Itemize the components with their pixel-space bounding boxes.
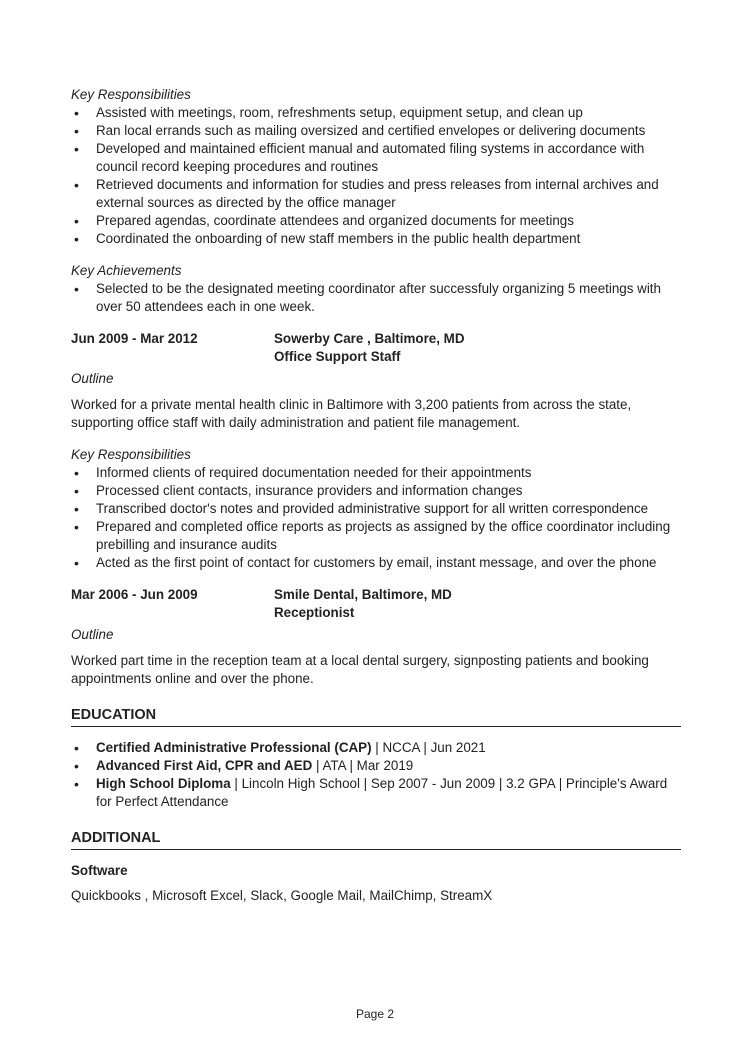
education-list — [71, 739, 681, 811]
list-item: • Selected to be the designated meeting coordinator after successfuly organizing 5 meetings with over 50 attendees each in one week. — [71, 280, 681, 316]
list-item — [71, 757, 681, 775]
list-item — [71, 775, 681, 811]
additional-heading: ADDITIONAL — [71, 829, 681, 850]
resume-page — [71, 86, 681, 905]
job3-outline-text: Worked part time in the reception team at a local dental surgery, signposting patients and booking appointments online and over the phone. — [71, 653, 649, 686]
job2-employer: Sowerby Care , Baltimore, MD — [274, 331, 465, 346]
list-item: • Prepared agendas, coordinate attendees and organized documents for meetings — [71, 212, 681, 230]
job2-title: Office Support Staff — [274, 349, 401, 364]
list-item: • Ran local errands such as mailing oversized and certified envelopes or delivering documents — [71, 122, 681, 140]
education-details: | NCCA | Jun 2021 — [371, 740, 486, 755]
job3-title: Receptionist — [274, 605, 355, 620]
education-name: Advanced First Aid, CPR and AED — [96, 758, 313, 773]
education-name: High School Diploma — [96, 776, 231, 791]
list-item: • Developed and maintained efficient manual and automated filing systems in accordance with council record keeping procedures and routines — [71, 140, 681, 176]
job2-header — [71, 330, 681, 366]
list-item: • Transcribed doctor's notes and provided administrative support for all written correspondence — [71, 500, 681, 518]
list-item: • Coordinated the onboarding of new staff members in the public health department — [71, 230, 681, 248]
job2-outline-text: Worked for a private mental health clinic in Baltimore with 3,200 patients from across the state, supporting office staff with daily administration and patient file management. — [71, 397, 632, 430]
software-label: Software — [71, 863, 128, 878]
list-item: • Processed client contacts, insurance providers and information changes — [71, 482, 681, 500]
page-number: Page 2 — [355, 1007, 395, 1021]
job2-outline-label: Outline — [71, 371, 114, 386]
job3-employer: Smile Dental, Baltimore, MD — [274, 587, 452, 602]
job1-responsibilities-list — [71, 104, 681, 248]
job2-responsibilities-list — [71, 464, 681, 572]
software-list: Quickbooks , Microsoft Excel, Slack, Google Mail, MailChimp, StreamX — [71, 888, 493, 903]
job2-dates: Jun 2009 - Mar 2012 — [71, 331, 198, 346]
list-item — [71, 739, 681, 757]
education-details: | ATA | Mar 2019 — [312, 758, 414, 773]
list-item: • Acted as the first point of contact for customers by email, instant message, and over the phone — [71, 554, 681, 572]
job1-achievements-list — [71, 280, 681, 316]
job3-outline-label: Outline — [71, 627, 114, 642]
education-name: Certified Administrative Professional (CAP) — [96, 740, 372, 755]
education-heading: EDUCATION — [71, 706, 681, 727]
job3-header — [71, 586, 681, 622]
job1-achievements-label: Key Achievements — [71, 263, 182, 278]
education-details: | Lincoln High School | Sep 2007 - Jun 2009 | 3.2 GPA | Principle's Award for Perfect Attendance — [96, 776, 668, 809]
list-item: • Retrieved documents and information for studies and press releases from internal archives and external sources as directed by the office manager — [71, 176, 681, 212]
list-item: • Informed clients of required documentation needed for their appointments — [71, 464, 681, 482]
list-item: • Assisted with meetings, room, refreshments setup, equipment setup, and clean up — [71, 104, 681, 122]
list-item: • Prepared and completed office reports as projects as assigned by the office coordinator including prebilling and insurance audits — [71, 518, 681, 554]
job2-responsibilities-label: Key Responsibilities — [71, 447, 191, 462]
job1-responsibilities-label: Key Responsibilities — [71, 87, 191, 102]
job3-dates: Mar 2006 - Jun 2009 — [71, 587, 198, 602]
